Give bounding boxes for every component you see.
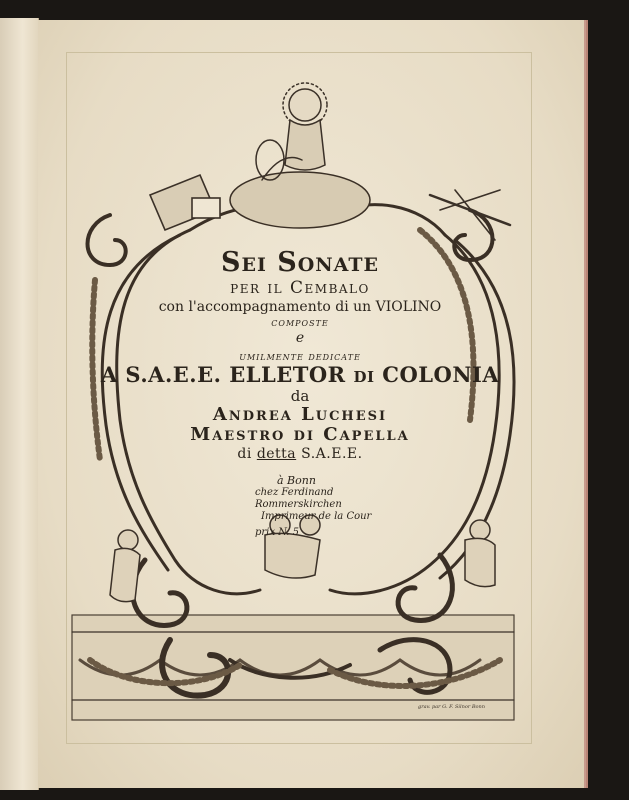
putto-on-cloud — [230, 83, 370, 228]
imprint-price: prix N. 5 — [255, 527, 300, 538]
title-e: e — [295, 330, 305, 346]
title-dedicatee: A S.A.E.E. ELLETOR di COLONIA — [100, 362, 500, 387]
title-composer: Andrea Luchesi — [212, 404, 388, 425]
title-block — [100, 248, 500, 463]
title-maestro: Maestro di Capella — [190, 424, 410, 445]
detta-underlined: detta — [256, 446, 297, 462]
title-per-il-cembalo: per il Cembalo — [230, 278, 370, 298]
engraver-signature: grav. par G. F. Silnor Bonn — [418, 704, 485, 710]
title-umilmente-dedicate: umilmente dedicate — [239, 350, 361, 363]
title-detta — [100, 445, 500, 463]
detta-suffix: S.A.E.E. — [296, 446, 363, 462]
imprint — [255, 475, 415, 539]
title-sei-sonate: Sei Sonate — [220, 247, 379, 278]
imprint-city: à Bonn — [277, 474, 316, 487]
title-composte: composte — [271, 316, 329, 329]
imprint-printer: Imprimeur de la Cour — [261, 511, 372, 522]
title-da: da — [290, 387, 310, 405]
detta-prefix: di — [237, 446, 257, 462]
imprint-publisher: chez Ferdinand Rommerskirchen — [255, 487, 342, 510]
title-accompagnamento: con l'accompagnamento di un VIOLINO — [158, 299, 442, 315]
